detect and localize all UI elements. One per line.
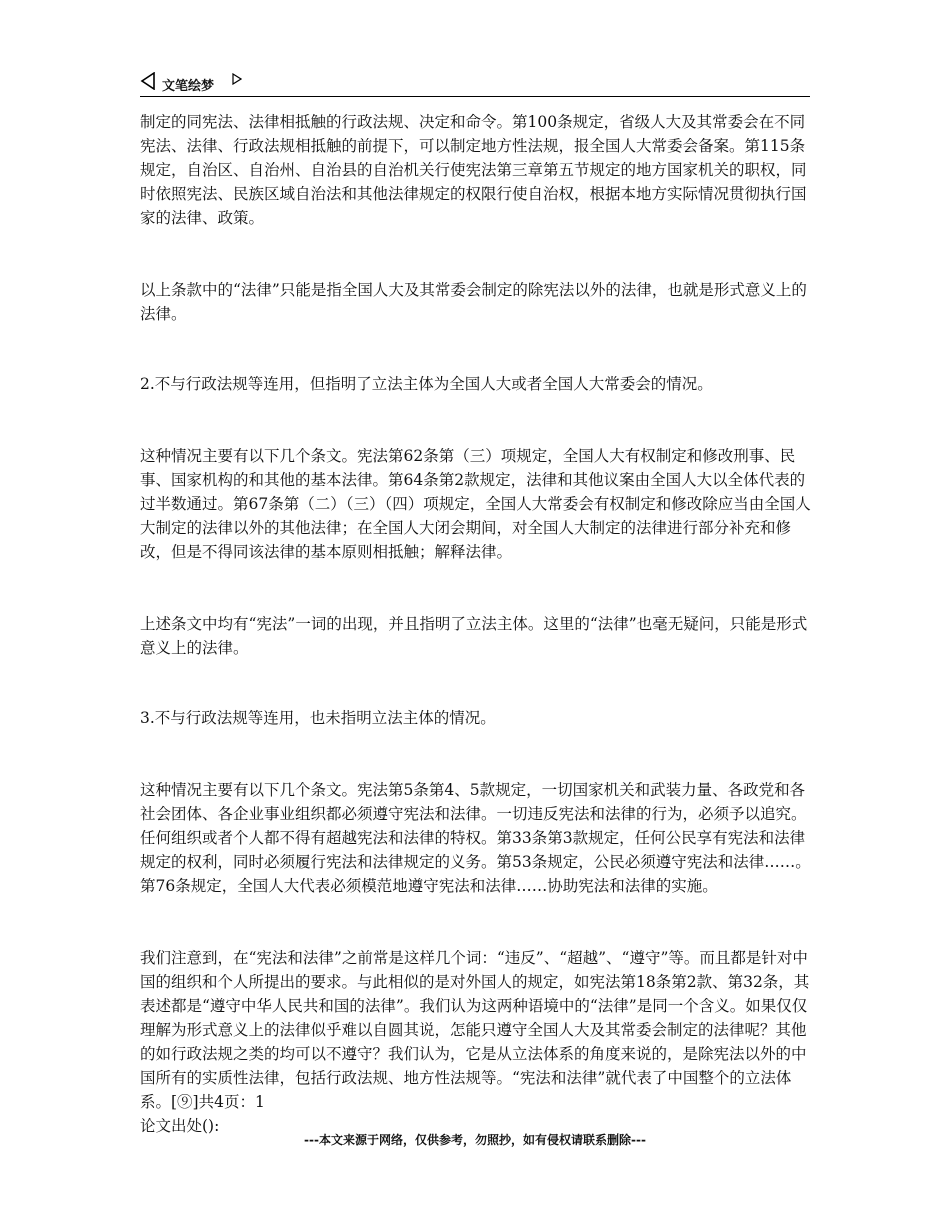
site-logo-text: 文笔绘梦: [162, 79, 215, 94]
triangle-left-icon: [140, 72, 156, 94]
paragraph-4: 上述条文中均有“宪法”一词的出现，并且指明了立法主体。这里的“法律”也毫无疑问，只能是形式意义上的法律。: [140, 615, 808, 657]
paragraph-5: 这种情况主要有以下几个条文。宪法第5条第4、5款规定，一切国家机关和武装力量、各政党和各社会团体、各企业事业组织都必须遵守宪法和法律。一切违反宪法和法律的行为，必须予以追究。任何组织或者个人都不得有超越宪法和法律的特权。第33条第3款规定，任何公民享有宪法和法律规定的权利，同时必须履行宪法和法律规定的义务。第53条规定，公民必须遵守宪法和法律……。第76条规定，全国人大代表必须模范地遵守宪法和法律……协助宪法和法律的实施。: [140, 781, 811, 895]
triangle-right-icon: [232, 73, 242, 89]
section-heading-2: 2.不与行政法规等连用，但指明了立法主体为全国人大或者全国人大常委会的情况。: [140, 375, 713, 393]
section-heading-3: 3.不与行政法规等连用，也未指明立法主体的情况。: [140, 709, 496, 727]
document-body: [140, 110, 812, 1138]
header-divider: [140, 96, 810, 97]
page-header: [140, 72, 810, 96]
paragraph-7: 论文出处():: [140, 1117, 220, 1135]
paragraph-2: 以上条款中的“法律”只能是指全国人大及其常委会制定的除宪法以外的法律，也就是形式意义上的法律。: [140, 281, 807, 323]
footer-disclaimer: ---本文来源于网络，仅供参考，勿照抄，如有侵权请联系删除---: [304, 1133, 646, 1147]
paragraph-3: 这种情况主要有以下几个条文。宪法第62条第（三）项规定，全国人大有权制定和修改刑事、民事、国家机构的和其他的基本法律。第64条第2款规定，法律和其他议案由全国人大以全体代表的过半数通过。第67条第（二）（三）（四）项规定，全国人大常委会有权制定和修改除应当由全国人大制定的法律以外的其他法律；在全国人大闭会期间，对全国人大制定的法律进行部分补充和修改，但是不得同该法律的基本原则相抵触；解释法律。: [140, 447, 811, 561]
paragraph-6: 我们注意到，在“宪法和法律”之前常是这样几个词：“违反”、“超越”、“遵守”等。而且都是针对中国的组织和个人所提出的要求。与此相似的是对外国人的规定，如宪法第18条第2款、第32条，其表述都是“遵守中华人民共和国的法律”。我们认为这两种语境中的“法律”是同一个含义。如果仅仅理解为形式意义上的法律似乎难以自圆其说，怎能只遵守全国人大及其常委会制定的法律呢？其他的如行政法规之类的均可以不遵守？我们认为，它是从立法体系的角度来说的，是除宪法以外的中国所有的实质性法律，包括行政法规、地方性法规等。“宪法和法律”就代表了中国整个的立法体系。[⑨]共4页：1: [140, 949, 810, 1111]
paragraph-1: 制定的同宪法、法律相抵触的行政法规、决定和命令。第100条规定，省级人大及其常委会在不同宪法、法律、行政法规相抵触的前提下，可以制定地方性法规，报全国人大常委会备案。第115条规定，自治区、自治州、自治县的自治机关行使宪法第三章第五节规定的地方国家机关的职权，同时依照宪法、民族区域自治法和其他法律规定的权限行使自治权，根据本地方实际情况贯彻执行国家的法律、政策。: [140, 113, 807, 227]
